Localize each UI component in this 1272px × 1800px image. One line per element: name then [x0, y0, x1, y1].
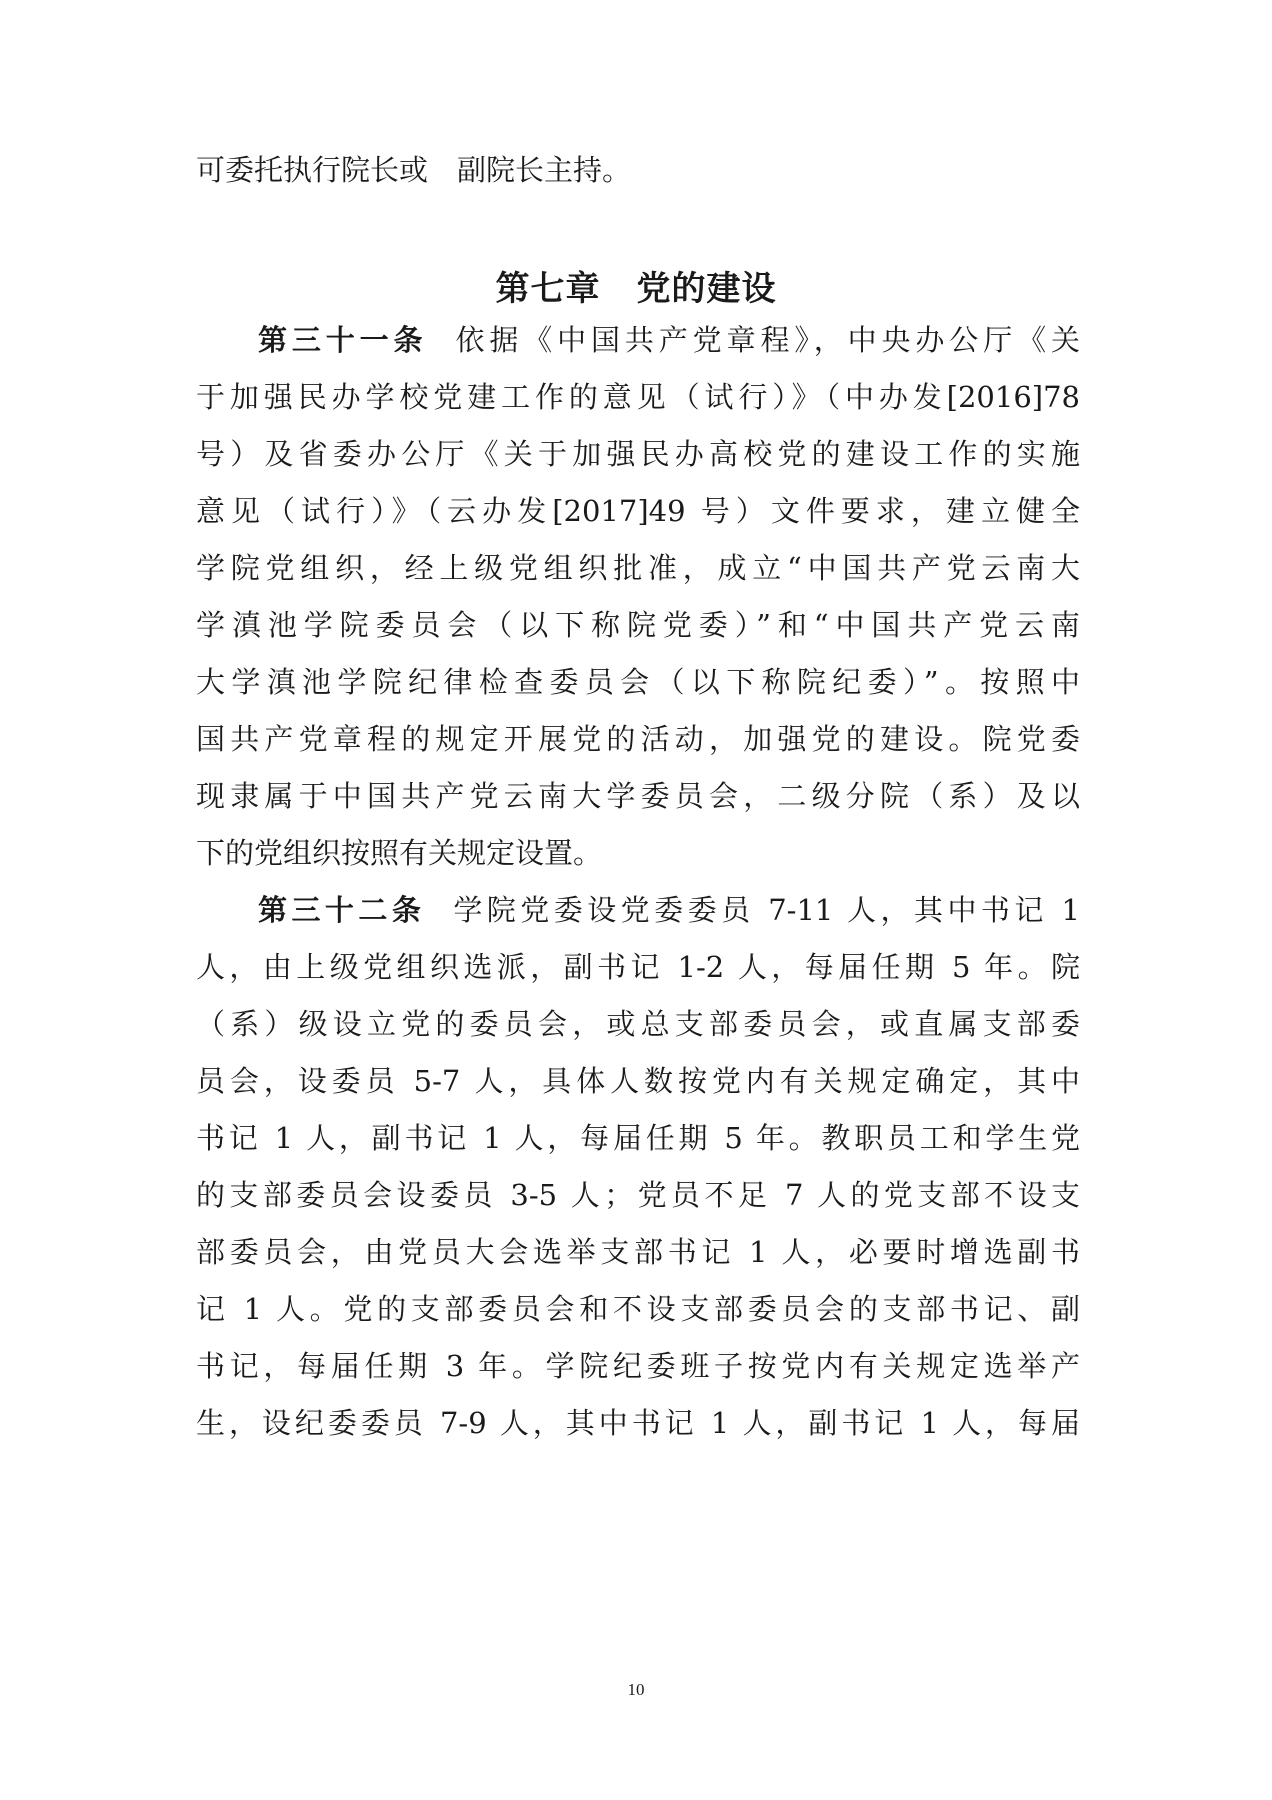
article-31-line-10: 下的党组织按照有关规定设置。	[196, 836, 603, 870]
article-31-line-5: 学院党组织，经上级党组织批准，成立“中国共产党云南大	[196, 551, 1080, 585]
article-32-line-1	[258, 890, 1080, 930]
article-31-line-9: 现隶属于中国共产党云南大学委员会，二级分院（系）及以	[196, 779, 1080, 813]
article-31-line-2: 于加强民办学校党建工作的意见（试行）》（中办发[2016]78	[196, 380, 1080, 414]
article-32-line-6: 的支部委员会设委员 3-5 人；党员不足 7 人的党支部不设支	[196, 1178, 1080, 1212]
article-31-line-4: 意见（试行）》（云办发[2017]49 号）文件要求，建立健全	[196, 494, 1080, 528]
article-32-line-2: 人，由上级党组织选派，副书记 1-2 人，每届任期 5 年。院	[196, 950, 1080, 984]
opening-line: 可委托执行院长或 副院长主持。	[196, 153, 632, 187]
article-32-line-9: 书记，每届任期 3 年。学院纪委班子按党内有关规定选举产	[196, 1349, 1080, 1383]
article-32-line-8: 记 1 人。党的支部委员会和不设支部委员会的支部书记、副	[196, 1292, 1080, 1326]
chapter-number: 第七章	[495, 269, 601, 309]
article-31-line-8: 国共产党章程的规定开展党的活动，加强党的建设。院党委	[196, 722, 1080, 756]
chapter-heading	[0, 266, 1272, 312]
article-32-line-3: （系）级设立党的委员会，或总支部委员会，或直属支部委	[196, 1007, 1080, 1041]
article-31-text-1: 依据《中国共产党章程》，中央办公厅《关	[455, 323, 1080, 357]
article-31-line-7: 大学滇池学院纪律检查委员会（以下称院纪委）”。按照中	[196, 665, 1080, 699]
page-number: 10	[627, 1680, 645, 1699]
article-32-label: 第三十二条	[258, 893, 426, 927]
article-31-line-3: 号）及省委办公厅《关于加强民办高校党的建设工作的实施	[196, 437, 1080, 471]
article-32-text-1: 学院党委设党委委员 7-11 人，其中书记 1	[453, 893, 1080, 927]
chapter-title: 党的建设	[636, 269, 777, 309]
article-31-line-6: 学滇池学院委员会（以下称院党委）”和“中国共产党云南	[196, 608, 1080, 642]
article-31-label: 第三十一条	[258, 323, 428, 357]
article-31-line-1	[258, 320, 1080, 360]
article-32-line-10: 生，设纪委委员 7-9 人，其中书记 1 人，副书记 1 人，每届	[196, 1406, 1080, 1440]
article-32-line-4: 员会，设委员 5-7 人，具体人数按党内有关规定确定，其中	[196, 1064, 1080, 1098]
article-32-line-7: 部委员会，由党员大会选举支部书记 1 人，必要时增选副书	[196, 1235, 1080, 1269]
article-32-line-5: 书记 1 人，副书记 1 人，每届任期 5 年。教职员工和学生党	[196, 1121, 1080, 1155]
